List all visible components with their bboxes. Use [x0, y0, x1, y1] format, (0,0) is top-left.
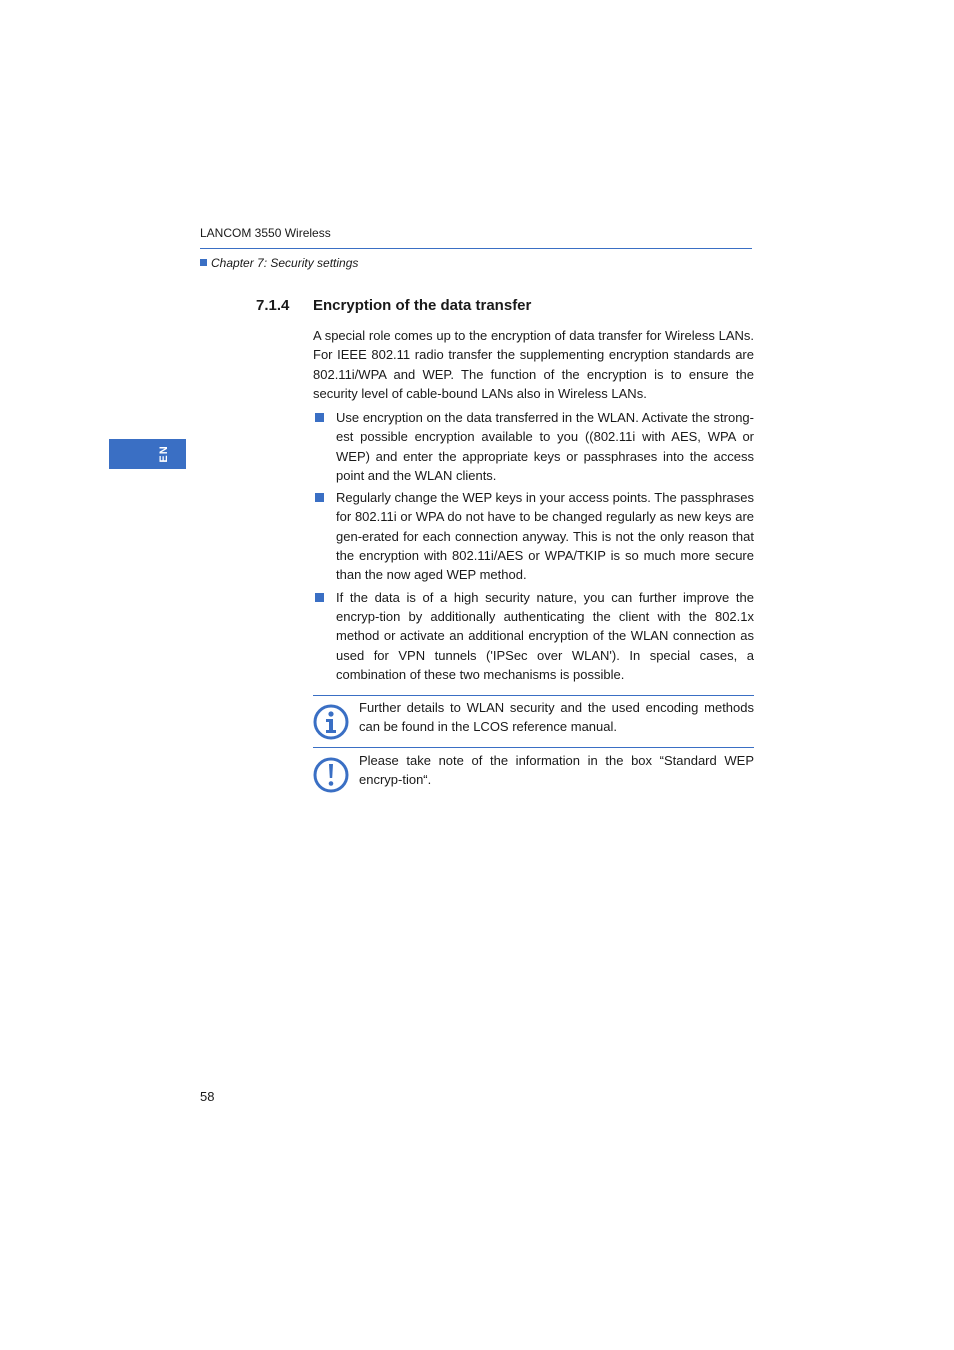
running-header-chapter [200, 256, 358, 270]
bullet-text: Regularly change the WEP keys in your access points. The passphrases for 802.11i or WPA do not have to be changed regularly as new keys are gen-erated for each connection anyway. This is not the only reason that the encryption with 802.11i/AES or WPA/TKIP is so much more secure than the now aged WEP method. [336, 490, 754, 583]
exclamation-icon [313, 757, 349, 793]
list-item [313, 408, 754, 485]
bullet-text: Use encryption on the data transferred in the WLAN. Activate the strong-est possible encryption available to you ((802.11i with AES, WPA or WEP) and enter the appropriate keys or passphrases into the access point and the WLAN clients. [336, 410, 754, 483]
running-header-product: LANCOM 3550 Wireless [200, 226, 331, 240]
info-note-text: Further details to WLAN security and the used encoding methods can be found in the LCOS reference manual. [359, 700, 754, 735]
bullet-list [313, 408, 754, 687]
warning-note-text: Please take note of the information in the box “Standard WEP encryp-tion“. [359, 753, 754, 788]
intro-paragraph: A special role comes up to the encryption of data transfer for Wireless LANs. For IEEE 802.11 radio transfer the supplementing encryption standards are 802.11i/WPA and WEP. The function of the encryption is to ensure the security level of cable-bound LANs also in Wireless LANs. [313, 328, 754, 401]
info-icon [313, 704, 349, 740]
note-divider [313, 747, 754, 748]
section-title: Encryption of the data transfer [313, 297, 532, 314]
note-divider [313, 695, 754, 696]
list-item [313, 488, 754, 584]
chapter-marker-icon [200, 259, 207, 266]
section-number: 7.1.4 [256, 297, 290, 314]
language-tab-label: EN [158, 445, 170, 463]
language-tab [109, 439, 186, 469]
bullet-square-icon [315, 413, 324, 422]
page-number: 58 [200, 1089, 215, 1104]
bullet-square-icon [315, 593, 324, 602]
bullet-square-icon [315, 493, 324, 502]
list-item [313, 588, 754, 684]
chapter-label: Chapter 7: Security settings [211, 256, 359, 270]
header-divider [200, 248, 752, 249]
bullet-text: If the data is of a high security nature, you can further improve the encryp-tion by additionally authenticating the client with the 802.1x method or activate an additional encryption of the WLAN connection as used for VPN tunnels ('IPSec over WLAN'). In special cases, a combination of these two mechanisms is possible. [336, 589, 754, 682]
